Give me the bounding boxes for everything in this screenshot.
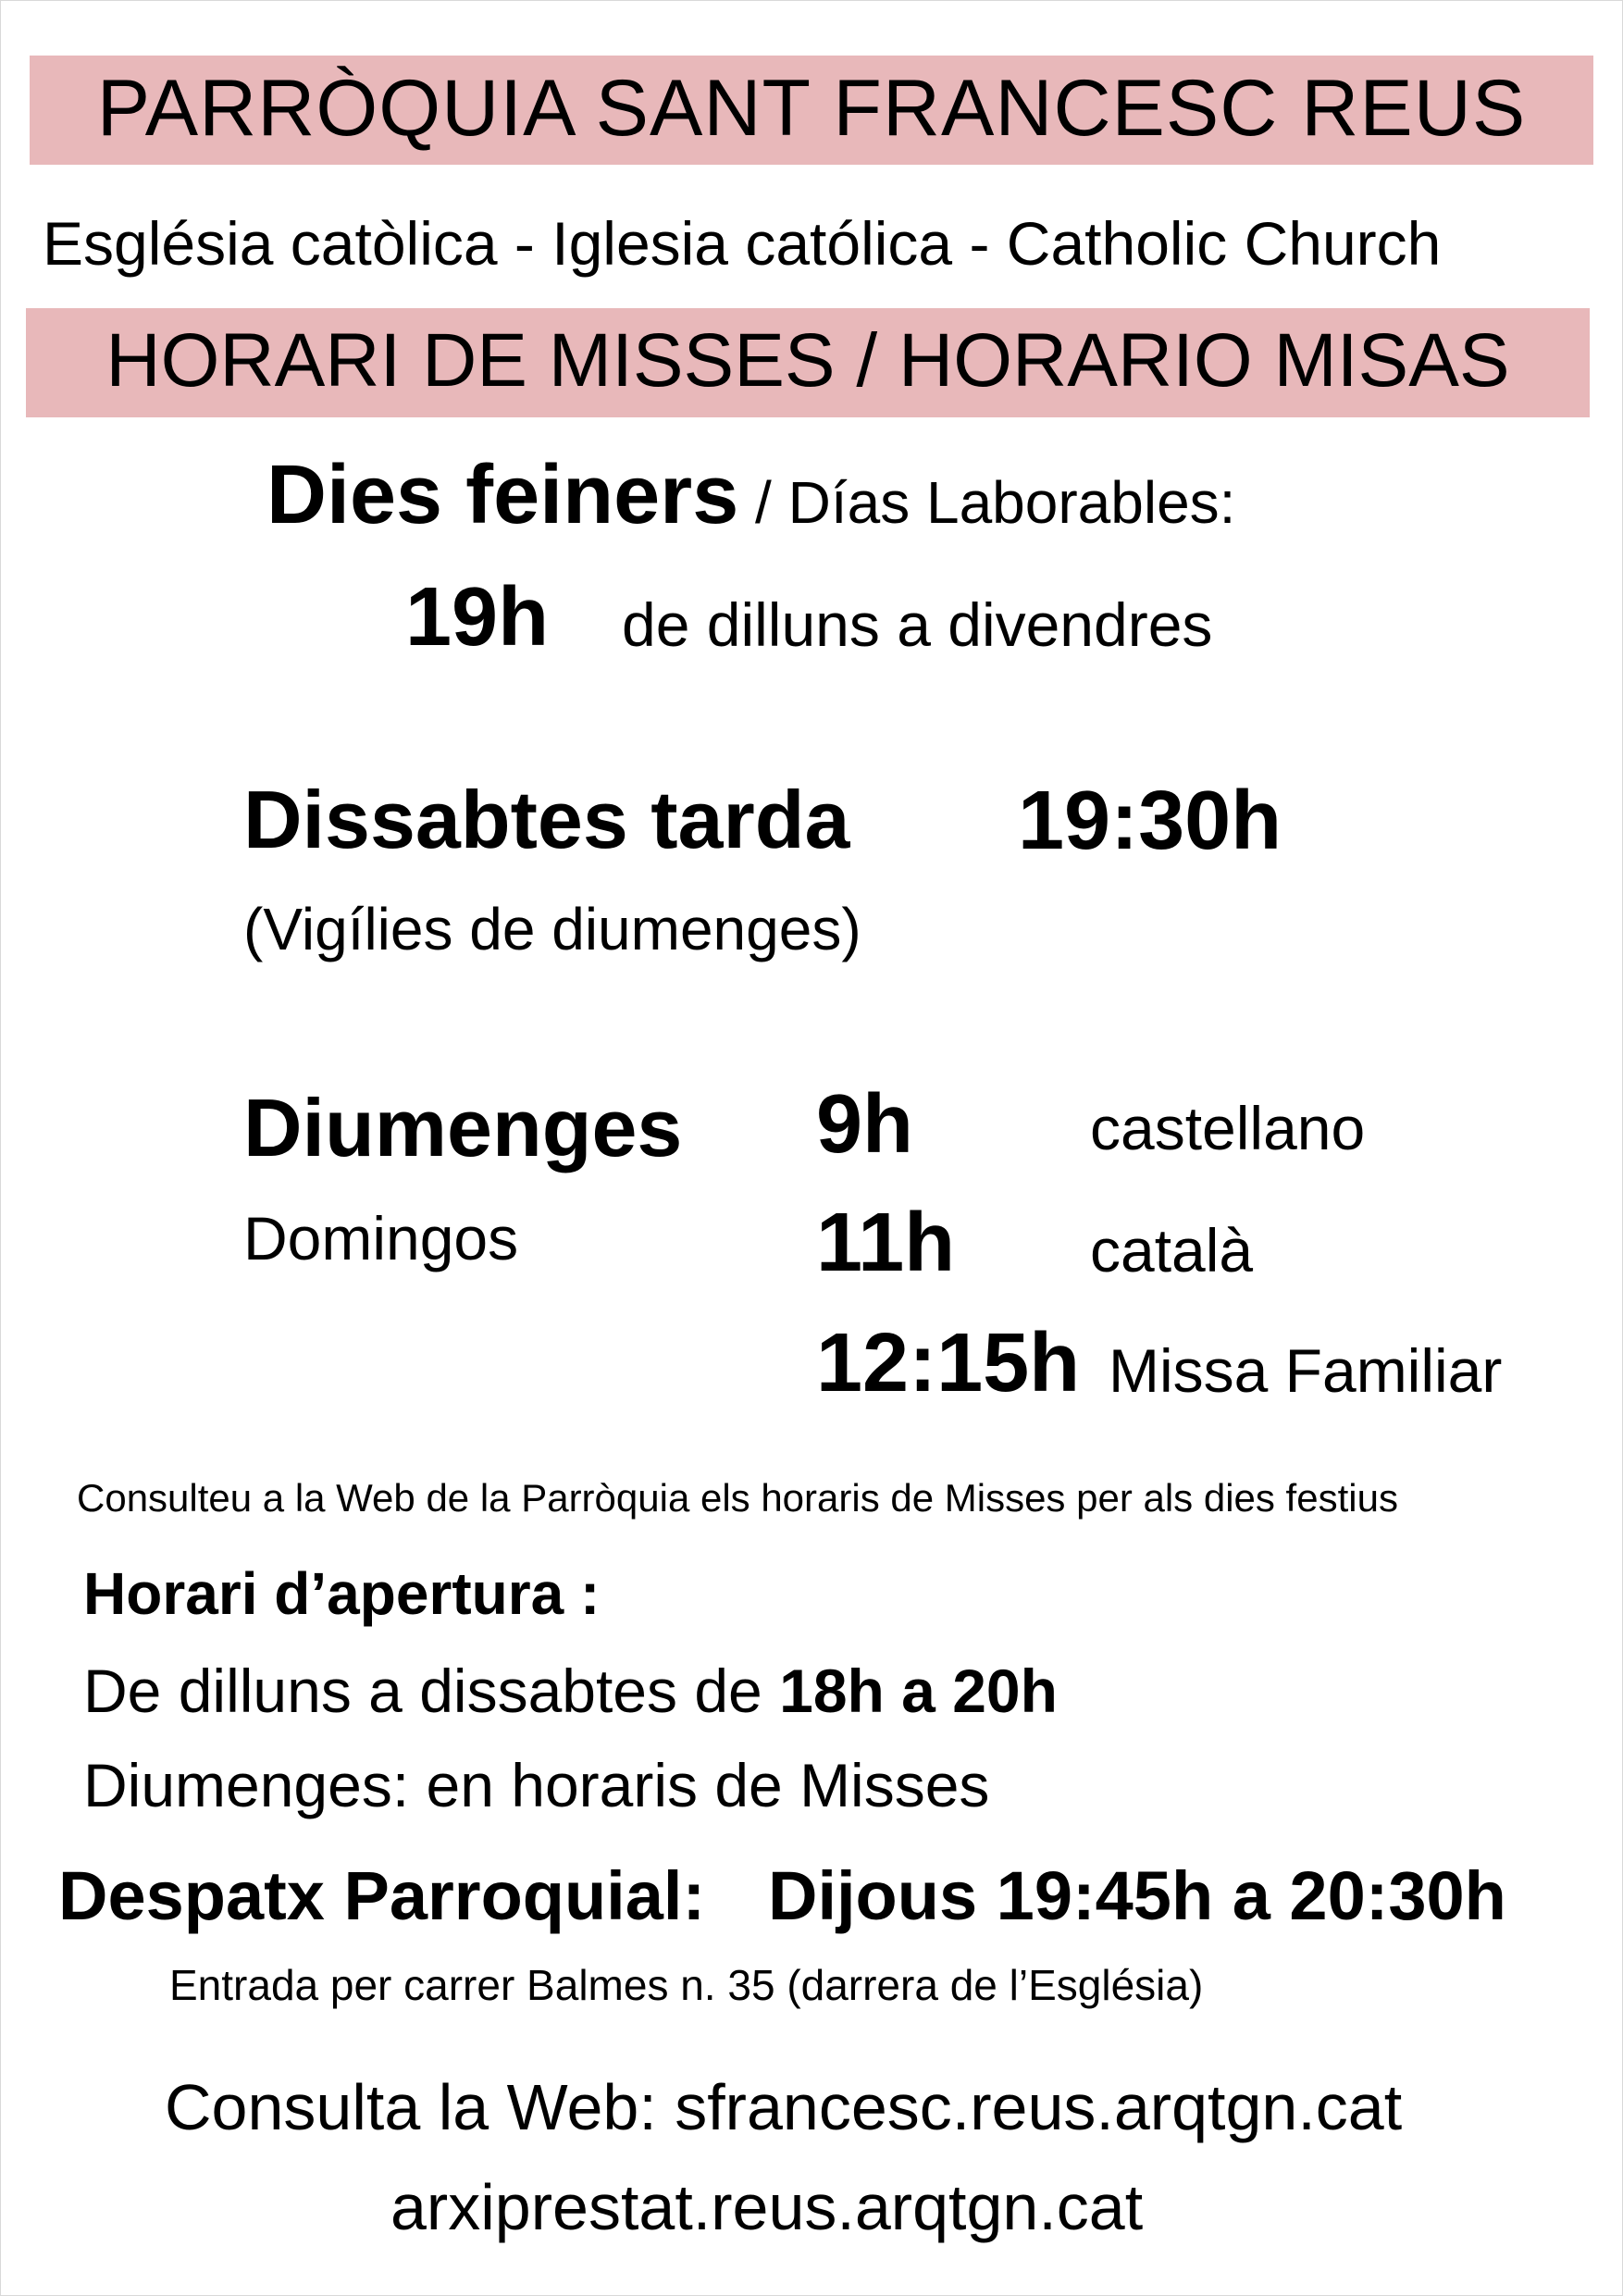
sunday-mass-label: castellano (1090, 1094, 1366, 1162)
weekdays-time: 19h (405, 571, 550, 664)
parish-title-band (30, 56, 1593, 165)
sunday-mass-time: 11h (816, 1197, 956, 1289)
web-row (165, 2071, 1403, 2143)
office-entrance: Entrada per carrer Balmes n. 35 (darrera de l’Església) (169, 1961, 1204, 2009)
web-link-parish[interactable]: sfrancesc.reus.arqtgn.cat (675, 2071, 1403, 2143)
sunday-heading-es: Domingos (243, 1204, 519, 1272)
saturday-time: 19:30h (1018, 775, 1282, 867)
schedule-title: HORARI DE MISSES / HORARIO MISAS (105, 318, 1510, 403)
church-subtitle: Església catòlica - Iglesia católica - Catholic Church (43, 209, 1442, 278)
schedule-title-band (26, 308, 1590, 417)
saturday-heading: Dissabtes tarda (243, 774, 850, 865)
sunday-mass-time: 12:15h (816, 1317, 1081, 1409)
holidays-note: Consulteu a la Web de la Parròquia els horaris de Misses per als dies festius (77, 1476, 1398, 1520)
web-link-archpriest[interactable]: arxiprestat.reus.arqtgn.cat (390, 2171, 1144, 2243)
sunday-mass-time: 9h (816, 1078, 914, 1171)
web-prefix: Consulta la Web: (165, 2071, 675, 2143)
opening-heading: Horari d’apertura : (83, 1560, 601, 1627)
sunday-heading: Diumenges (243, 1082, 683, 1173)
office-hours: Dijous 19:45h a 20:30h (768, 1857, 1506, 1934)
weekdays-heading: Dies feiners (266, 449, 739, 541)
opening-weekdays-row (83, 1657, 1058, 1725)
opening-sundays: Diumenges: en horaris de Misses (83, 1751, 990, 1819)
parish-title: PARRÒQUIA SANT FRANCESC REUS (96, 64, 1527, 153)
sunday-mass-label: Missa Familiar (1109, 1336, 1503, 1405)
weekdays-heading-es: / Días Laborables: (738, 469, 1236, 536)
saturday-note: (Vigílies de diumenges) (243, 896, 861, 962)
opening-weekdays-prefix: De dilluns a dissabtes de (83, 1657, 780, 1725)
weekdays-heading-row (266, 449, 1236, 541)
opening-weekdays-hours: 18h a 20h (779, 1657, 1058, 1725)
sunday-mass-label: català (1090, 1216, 1254, 1285)
weekdays-detail: de dilluns a divendres (622, 590, 1213, 659)
office-label: Despatx Parroquial: (58, 1857, 706, 1934)
